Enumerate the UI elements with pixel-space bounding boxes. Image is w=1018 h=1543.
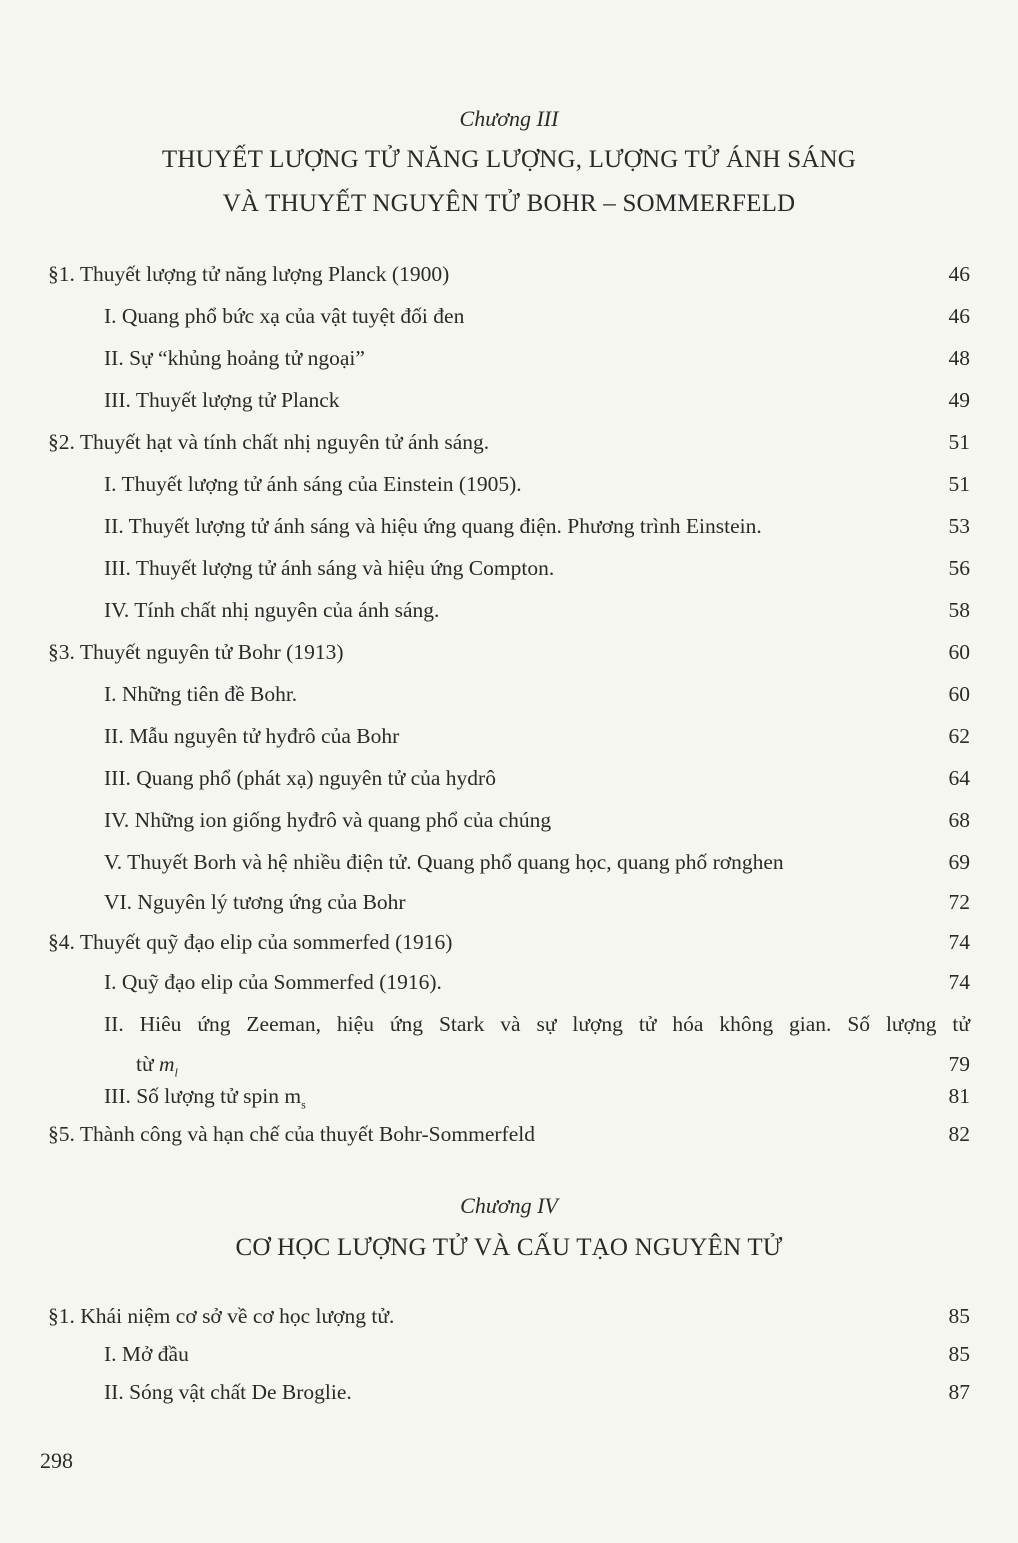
- toc-entry-text: IV. Những ion giống hyđrô và quang phổ của chúng: [104, 808, 552, 832]
- toc-entry: [48, 637, 970, 667]
- toc-page-number: 46: [948, 262, 970, 286]
- toc-page-number: 82: [948, 1122, 970, 1146]
- toc-entry-text: III. Số lượng tử spin m: [104, 1084, 302, 1108]
- toc-entry-text: V. Thuyết Borh và hệ nhiều điện tử. Quang phổ quang học, quang phố rơnghen: [104, 850, 784, 874]
- toc-page-number: 51: [948, 430, 970, 454]
- toc-entry: [104, 469, 970, 499]
- toc-entry-text: III. Thuyết lượng tử ánh sáng và hiệu ứng Compton.: [104, 556, 555, 580]
- toc-entry: [104, 1377, 970, 1407]
- toc-entry-text: I. Thuyết lượng tử ánh sáng của Einstein (1905).: [104, 472, 522, 496]
- toc-entry: [48, 1301, 970, 1331]
- toc-entry: [104, 721, 970, 751]
- toc-entry: [104, 595, 970, 625]
- toc-entry-text: VI. Nguyên lý tương ứng của Bohr: [104, 890, 406, 914]
- symbol-subscript: l: [174, 1065, 178, 1080]
- toc-entry: [48, 427, 970, 457]
- toc-entry-text: II. Hiêu ứng Zeeman, hiệu ứng Stark và sự lượng tử hóa không gian. Số lượng tử: [104, 1012, 970, 1036]
- toc-page-number: 51: [948, 472, 970, 496]
- toc-page-number: 68: [948, 808, 970, 832]
- chapter-title-line-1: THUYẾT LƯỢNG TỬ NĂNG LƯỢNG, LƯỢNG TỬ ÁNH SÁNG: [161, 146, 857, 173]
- toc-entry: [104, 301, 970, 331]
- toc-entry-text: I. Quỹ đạo elip của Sommerfed (1916).: [104, 970, 442, 994]
- toc-entry: [104, 887, 970, 917]
- toc-page-number: 46: [948, 304, 970, 328]
- toc-entry: [104, 763, 970, 793]
- toc-page-number: 60: [948, 682, 970, 706]
- page-number: 298: [40, 1448, 73, 1473]
- toc-entry: [48, 927, 970, 957]
- toc-entry-text: III. Thuyết lượng tử Planck: [104, 388, 340, 412]
- toc-entry-text: §1. Thuyết lượng tử năng lượng Planck (1900): [48, 262, 450, 286]
- toc-entry-text: II. Sóng vật chất De Broglie.: [104, 1380, 352, 1404]
- toc-page-number: 74: [948, 930, 970, 954]
- toc-entry-text: II. Thuyết lượng tử ánh sáng và hiệu ứng quang điện. Phương trình Einstein.: [104, 514, 762, 538]
- toc-entry-text: I. Quang phổ bức xạ của vật tuyệt đối đen: [104, 304, 465, 328]
- chapter-label: Chương IV: [460, 1193, 558, 1218]
- toc-page-number: 87: [948, 1380, 970, 1404]
- toc-page-number: 48: [948, 346, 970, 370]
- toc-entry: [104, 511, 970, 541]
- toc-entry-text: I. Những tiên đề Bohr.: [104, 682, 298, 706]
- toc-entry-text: III. Quang phổ (phát xạ) nguyên tử của hydrô: [104, 766, 496, 790]
- toc-entry: [104, 1081, 970, 1111]
- toc-page-number: 56: [948, 556, 970, 580]
- toc-entry: [48, 1119, 970, 1149]
- toc-entry: [104, 1004, 970, 1092]
- toc-entry: [104, 553, 970, 583]
- toc-entry: [104, 967, 970, 997]
- toc-page-number: 69: [948, 850, 970, 874]
- toc-entry-text: §2. Thuyết hạt và tính chất nhị nguyên tử ánh sáng.: [48, 430, 490, 454]
- toc-page-number: 85: [948, 1342, 970, 1366]
- chapter-label: Chương III: [459, 106, 559, 131]
- toc-entry: [104, 847, 970, 877]
- toc-entry-text: II. Mẫu nguyên tử hyđrô của Bohr: [104, 724, 400, 748]
- toc-entry: [104, 1339, 970, 1369]
- toc-page-number: 79: [948, 1052, 970, 1076]
- toc-entry-text: §3. Thuyết nguyên tử Bohr (1913): [48, 640, 344, 664]
- toc-entry-text: §1. Khái niệm cơ sở về cơ học lượng tử.: [48, 1304, 395, 1328]
- toc-entry: [104, 679, 970, 709]
- toc-page-number: 49: [948, 388, 970, 412]
- toc-page-number: 72: [948, 890, 970, 914]
- chapter-title-line-2: VÀ THUYẾT NGUYÊN TỬ BOHR – SOMMERFELD: [222, 190, 796, 217]
- symbol-subscript: s: [301, 1097, 306, 1112]
- toc-entry: [104, 805, 970, 835]
- toc-page-number: 64: [948, 766, 970, 790]
- toc-page-number: 58: [948, 598, 970, 622]
- toc-entry: [48, 259, 970, 289]
- toc-entry-text: §5. Thành công và hạn chế của thuyết Bohr-Sommerfeld: [48, 1122, 535, 1146]
- toc-entry: [104, 343, 970, 373]
- toc-page-number: 74: [948, 970, 970, 994]
- toc-entry-text: II. Sự “khủng hoảng tử ngoại”: [104, 346, 365, 370]
- toc-page-number: 85: [948, 1304, 970, 1328]
- toc-page-number: 81: [948, 1084, 970, 1108]
- toc-entry-text: từ: [136, 1052, 160, 1076]
- toc-entry: [104, 385, 970, 415]
- toc-page-number: 53: [948, 514, 970, 538]
- toc-page-number: 62: [948, 724, 970, 748]
- toc-entry-text: I. Mở đầu: [104, 1342, 189, 1366]
- toc-page-number: 60: [948, 640, 970, 664]
- chapter-title: CƠ HỌC LƯỢNG TỬ VÀ CẤU TẠO NGUYÊN TỬ: [235, 1234, 783, 1261]
- toc-entry-text: IV. Tính chất nhị nguyên của ánh sáng.: [104, 598, 440, 622]
- toc-entry-text: §4. Thuyết quỹ đạo elip của sommerfed (1916): [48, 930, 453, 954]
- symbol: m: [159, 1052, 175, 1076]
